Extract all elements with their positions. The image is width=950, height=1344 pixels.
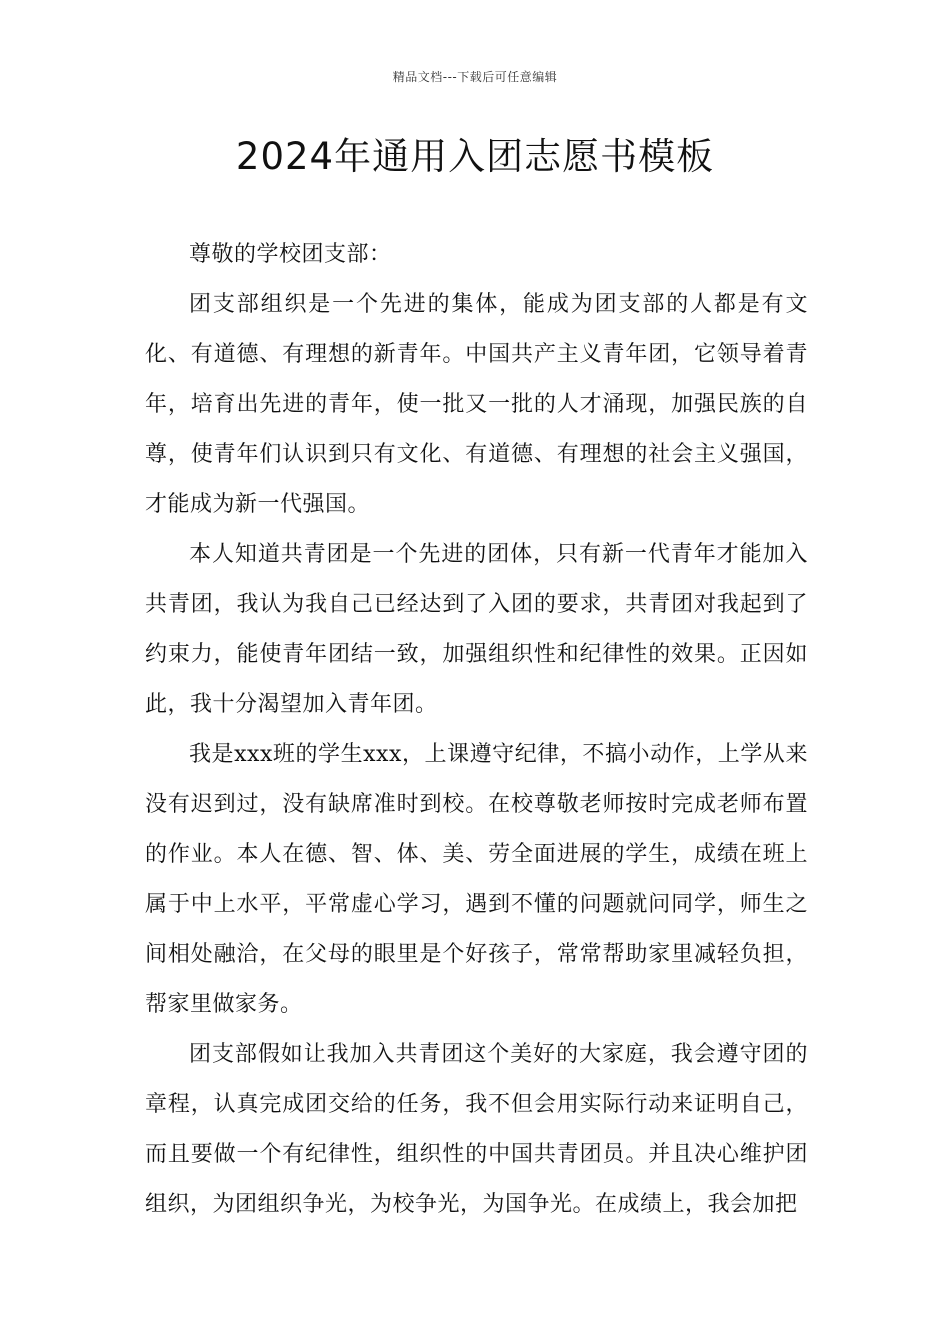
header-note: 精品文档---下载后可任意编辑 [392, 70, 558, 84]
document-title: 2024年通用入团志愿书模板 [235, 135, 715, 178]
paragraph-1: 团支部组织是一个先进的集体，能成为团支部的人都是有文化、有道德、有理想的新青年。中国共产主义青年团，它领导着青年，培育出先进的青年，使一批又一批的人才涌现，加强民族的自尊，使青年们认识到只有文化、有道德、有理想的社会主义强国，才能成为新一代强国。 [145, 292, 808, 517]
document-body [145, 230, 808, 1230]
salutation: 尊敬的学校团支部： [189, 242, 392, 267]
paragraph-4: 团支部假如让我加入共青团这个美好的大家庭，我会遵守团的章程，认真完成团交给的任务，我不但会用实际行动来证明自己，而且要做一个有纪律性，组织性的中国共青团员。并且决心维护团组织，为团组织争光，为校争光，为国争光。在成绩上，我会加把 [145, 1042, 808, 1217]
paragraph-3: 我是xxx班的学生xxx，上课遵守纪律，不搞小动作，上学从来没有迟到过，没有缺席准时到校。在校尊敬老师按时完成老师布置的作业。本人在德、智、体、美、劳全面进展的学生，成绩在班上属于中上水平，平常虚心学习，遇到不懂的问题就问同学，师生之间相处融洽，在父母的眼里是个好孩子，常常帮助家里减轻负担，帮家里做家务。 [145, 742, 808, 1017]
paragraph-2: 本人知道共青团是一个先进的团体，只有新一代青年才能加入共青团，我认为我自己已经达到了入团的要求，共青团对我起到了约束力，能使青年团结一致，加强组织性和纪律性的效果。正因如此，我十分渴望加入青年团。 [145, 542, 808, 717]
